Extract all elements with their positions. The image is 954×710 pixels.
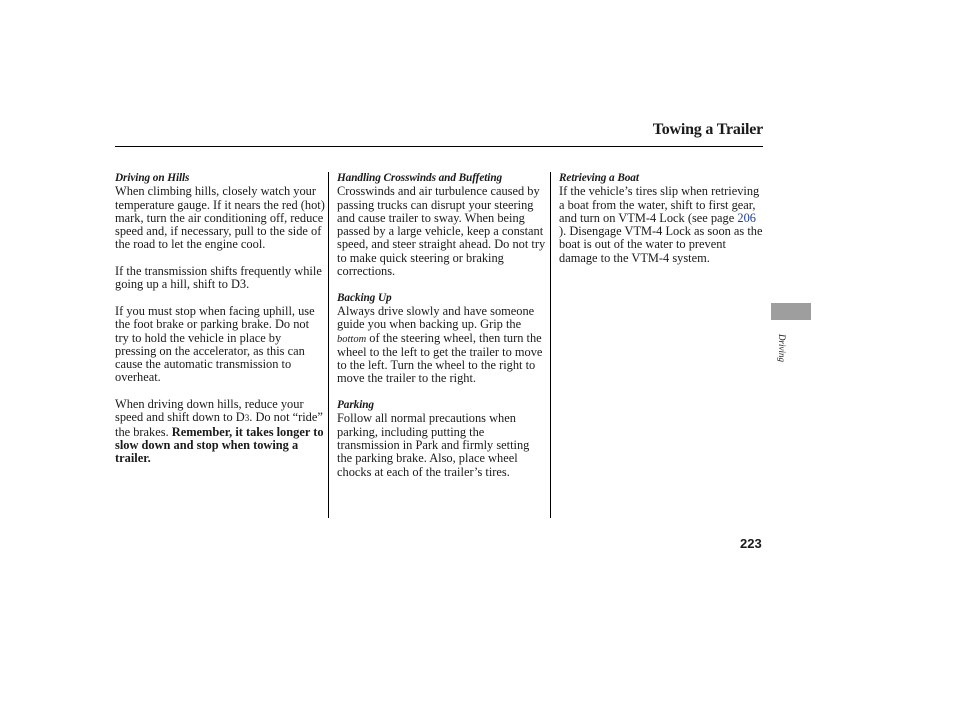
column-middle: [337, 172, 547, 479]
paragraph-text: When driving down hills, reduce your speed and shift down to D: [115, 397, 304, 425]
paragraph: If the transmission shifts frequently while going up a hill, shift to D3.: [115, 264, 322, 292]
column-divider-2: [550, 172, 551, 518]
column-left: [115, 172, 325, 466]
page-number: 223: [740, 536, 762, 551]
section-heading-retrieving-a-boat: Retrieving a Boat: [559, 172, 639, 184]
section-tab-label: Driving: [777, 334, 787, 362]
column-right: [559, 172, 764, 265]
paragraph-text: Always drive slowly and have someone guide you when backing up. Grip the: [337, 303, 535, 332]
page-reference-link[interactable]: 206: [737, 210, 756, 225]
paragraph: [115, 398, 325, 465]
paragraph: If you must stop when facing uphill, use the foot brake or parking brake. Do not try to hold the vehicle in place by pressing on the accelerator, as this can cause the automatic transmission to overheat.: [115, 303, 315, 385]
warning-text: Remember, it takes longer to slow down and stop when towing a trailer.: [115, 424, 324, 466]
column-divider-1: [328, 172, 329, 518]
emphasis-text: bottom: [337, 333, 367, 345]
title-rule: [115, 146, 763, 147]
paragraph: [337, 305, 547, 386]
section-heading-parking: Parking: [337, 399, 374, 412]
section-heading-crosswinds: Handling Crosswinds and Buffeting: [337, 172, 503, 184]
section-heading-backing-up: Backing Up: [337, 291, 392, 304]
paragraph-text: . Do not “ride” the brakes.: [115, 410, 323, 439]
paragraph-text: ). Disengage VTM-4 Lock as soon as the boat is out of the water to prevent damage to the VTM-4 system.: [559, 224, 763, 265]
page-title: Towing a Trailer: [652, 121, 763, 138]
paragraph: Crosswinds and air turbulence caused by passing trucks can disrupt your steering and cause trailer to sway. When being passed by a large vehicle, keep a constant speed, and steer straight ahead. Do not try to make quick steering or braking corrections.: [337, 184, 546, 279]
paragraph: Follow all normal precautions when parking, including putting the transmission in Park and firmly setting the parking brake. Also, place wheel chocks at each of the trailer’s tires.: [337, 411, 530, 479]
section-tab-marker: [771, 303, 811, 320]
paragraph: [559, 185, 764, 265]
paragraph-text: of the steering wheel, then turn the wheel to the left to get the trailer to move to the left. Turn the wheel to the right to move the trailer to the right.: [337, 330, 543, 386]
paragraph: When climbing hills, closely watch your temperature gauge. If it nears the red (hot) mark, turn the air conditioning off, reduce speed and, if necessary, pull to the side of the road to let the engine cool.: [115, 184, 325, 252]
paragraph-text: If the vehicle’s tires slip when retrieving a boat from the water, shift to first gear, and turn on VTM-4 Lock (see page: [559, 184, 760, 225]
section-heading-driving-on-hills: Driving on Hills: [115, 172, 190, 184]
gear-subscript: 3: [244, 413, 250, 424]
